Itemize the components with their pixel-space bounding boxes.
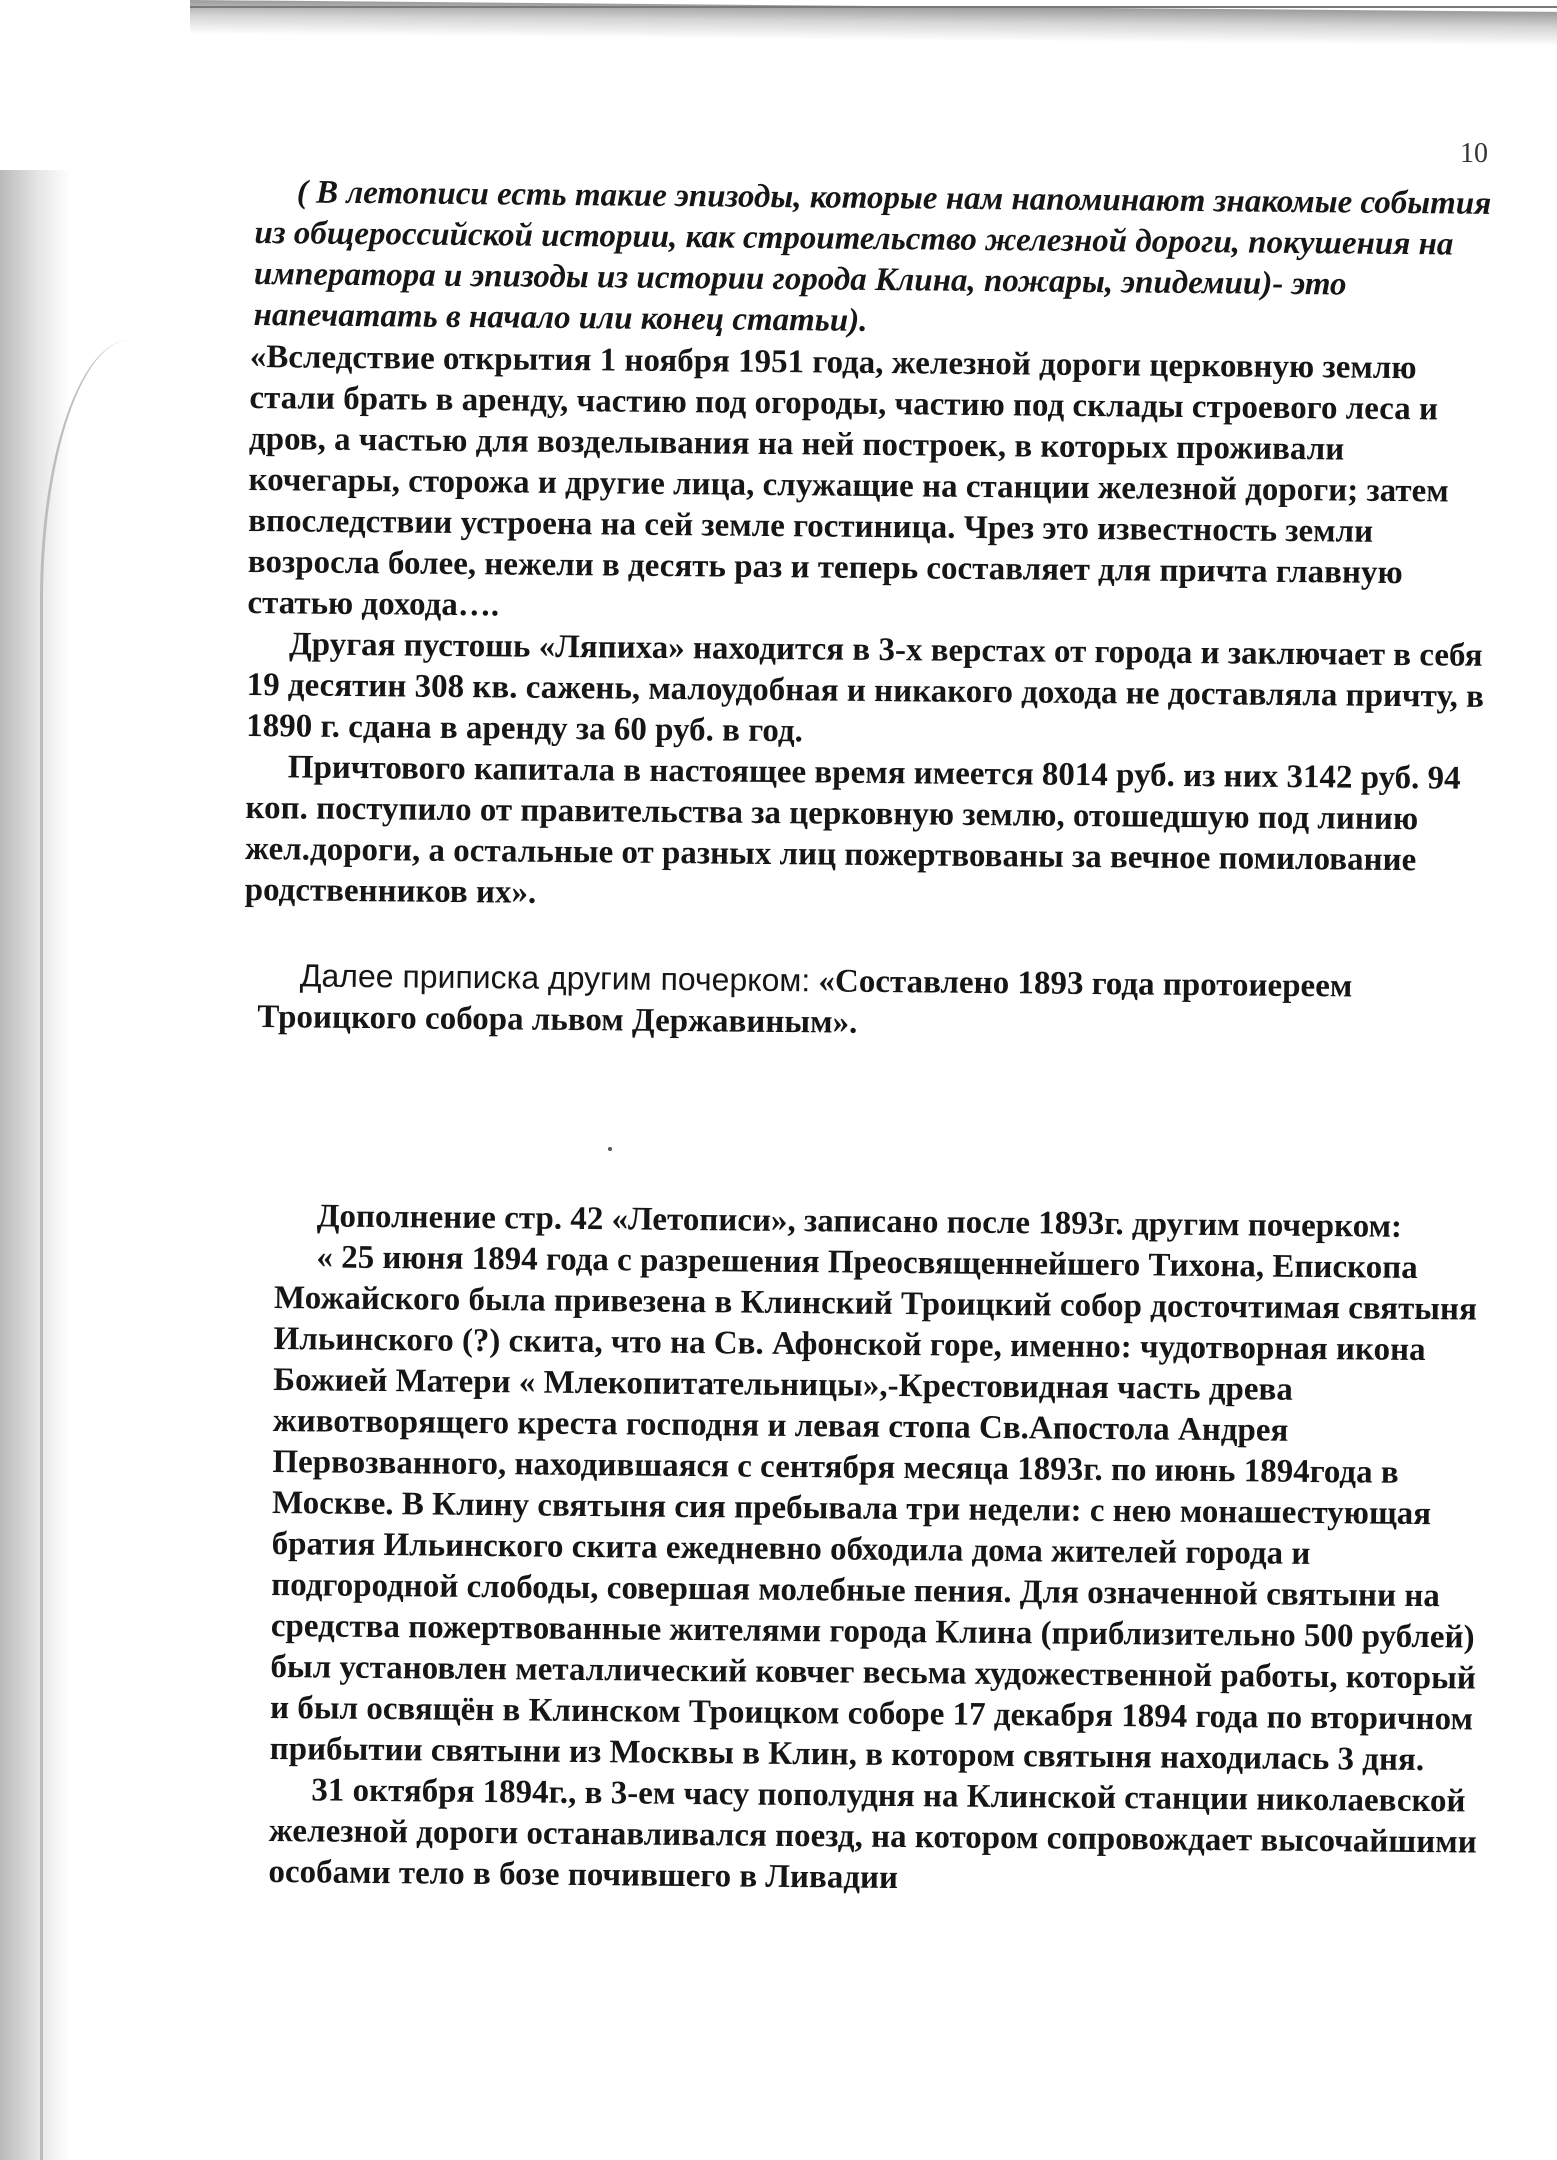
page-left-fold [40, 340, 133, 2160]
postscript-block [257, 955, 1503, 1050]
scan-speck [608, 1147, 612, 1151]
addendum-paragraph-1: « 25 июня 1894 года с разрешения Преосвященнейшего Тихона, Епископа Можайского была привезена в Клинский Троицкий собор досточтимая святыня Ильинского (?) скита, что на Св. Афонской горе, именно: чудотворная икона Божией Матери « Млекопитательницы»,-Крестовидная часть древа животворящего креста господня и левая стопа Св.Апостола Андрея Первозванного, находившаяся с сентября месяца 1893г. по июнь 1894года в Москве. В Клину святыня сия пребывала три недели: с нею монашестующая братия Ильинского скита ежедневно обходила дома жителей города и подгородной слободы, совершая молебные пения. Для означенной святыни на средства пожертвованные жителями города Клина (приблизительно 500 рублей) был установлен металлический ковчег весьма художественной работы, который и был освящён в Клинском Троицком соборе 17 декабря 1894 года по вторичном прибытии святыни из Москвы в Клин, в котором святыня находилась 3 дня. [269, 1239, 1478, 1779]
chronicle-paragraph-1: «Вследствие открытия 1 ноября 1951 года, железной дороги церковную землю стали брать в аренду, частию под огороды, частию под склады строевого леса и дров, а частью для возделывания на ней построек, в которых проживали кочегары, сторожа и другие лица, служащие на станции железной дороги; затем впоследствии устроена на сей земле гостиница. Чрез это известность земли возросла более, нежели в десять раз и теперь составляет для причта главную статью дохода…. [247, 338, 1449, 624]
addendum-paragraph-2: 31 октября 1894г., в 3-ем часу пополудня на Клинской станции николаевской железной дороги останавливался поезд, на котором сопровождает высочайшими особами тело в бозе почившего в Ливадии [268, 1772, 1477, 1897]
chronicle-paragraph-3: Причтового капитала в настоящее время имеется 8014 руб. из них 3142 руб. 94 коп. поступило от правительства за церковную землю, отошедшую под линию жел.дороги, а остальные от разных лиц пожертвованы за вечное помилование родственников их». [244, 749, 1461, 911]
chronicle-paragraph-2: Другая пустошь «Ляпиха» находится в 3-х верстах от города и заключает в себя 19 десятин 308 кв. сажень, малоудобная и никакого дохода не доставляла причту, в 1890 г. сдана в аренду за 60 руб. в год. [246, 626, 1485, 750]
postscript-quote: «Составлено 1893 года протоиереем Троицкого собора львом Державиным». [257, 963, 1353, 1041]
chronicle-block [244, 337, 1494, 923]
postscript-intro: Далее приписка другим почерком: [299, 957, 811, 999]
page-top-edge-line [190, 6, 1557, 8]
editorial-note-block [253, 172, 1500, 348]
postscript [257, 955, 1503, 1050]
addendum-heading: Дополнение стр. 42 «Летописи», записано после 1893г. другим почерком: [316, 1198, 1403, 1245]
editorial-note: ( В летописи есть такие эпизоды, которые нам напоминают знакомые события из общероссийской истории, как строительство железной дороги, покушения на императора и эпизоды из истории города Клина, пожары, эпидемии)- это напечатать в начало или конец статьи). [253, 174, 1492, 339]
addendum-block [268, 1196, 1500, 1905]
page-number: 10 [1460, 138, 1488, 169]
